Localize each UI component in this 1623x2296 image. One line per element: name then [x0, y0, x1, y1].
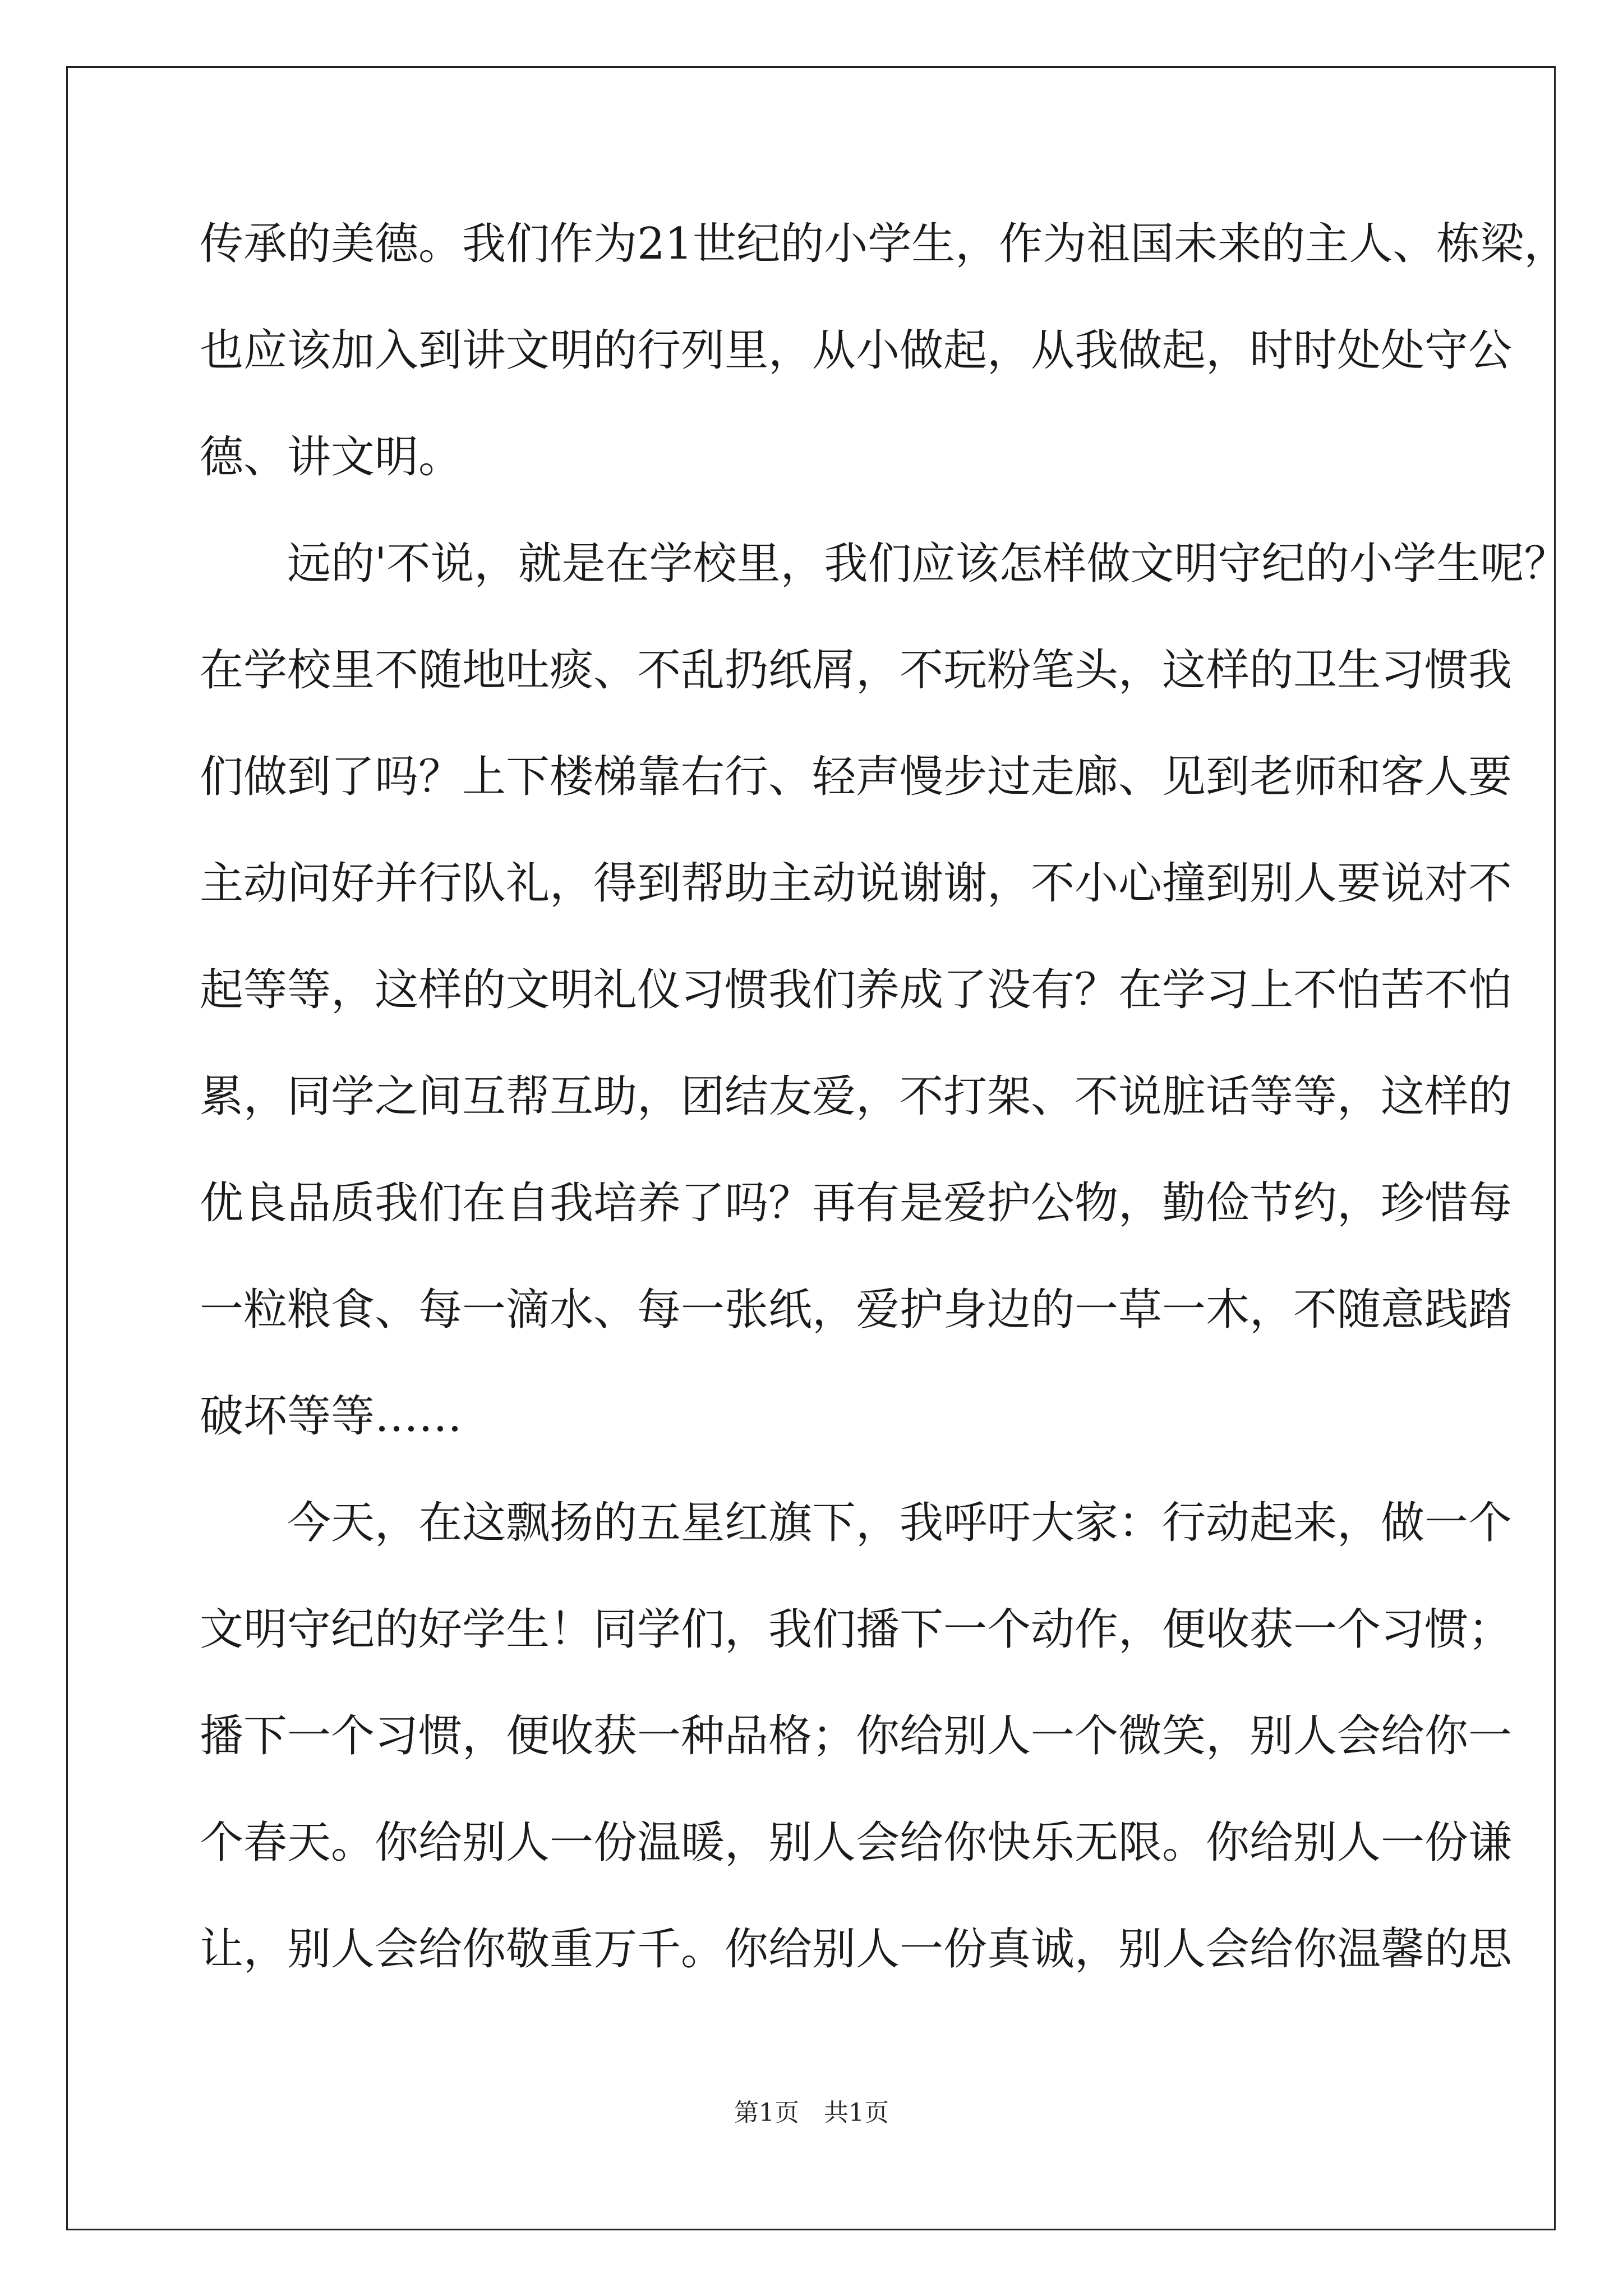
text-line: 破坏等等…… — [200, 1391, 463, 1442]
text-line: 远的'不说，就是在学校里，我们应该怎样做文明守纪的小学生呢？ — [200, 539, 1568, 589]
text-line: 个春天。你给别人一份温暖，别人会给你快乐无限。你给别人一份谦 — [200, 1818, 1513, 1868]
text-line: 传承的美德。我们作为21世纪的小学生，作为祖国未来的主人、栋梁， — [200, 219, 1568, 269]
text-line: 也应该加入到讲文明的行列里，从小做起，从我做起，时时处处守公 — [200, 325, 1513, 376]
page-border — [66, 66, 1556, 2230]
text-line: 累，同学之间互帮互助，团结友爱，不打架、不说脏话等等，这样的 — [200, 1071, 1513, 1122]
text-line: 德、讲文明。 — [200, 432, 463, 482]
text-line: 起等等，这样的文明礼仪习惯我们养成了没有？在学习上不怕苦不怕 — [200, 965, 1513, 1015]
text-line: 在学校里不随地吐痰、不乱扔纸屑，不玩粉笔头，这样的卫生习惯我 — [200, 645, 1513, 696]
text-line: 一粒粮食、每一滴水、每一张纸，爱护身边的一草一木，不随意践踏 — [200, 1285, 1513, 1335]
text-line: 主动问好并行队礼，得到帮助主动说谢谢，不小心撞到别人要说对不 — [200, 858, 1513, 909]
text-line: 优良品质我们在自我培养了吗？再有是爱护公物，勤俭节约，珍惜每 — [200, 1178, 1513, 1228]
page-number-footer: 第1页 共1页 — [734, 2099, 889, 2127]
text-line: 文明守纪的好学生！同学们，我们播下一个动作，便收获一个习惯； — [200, 1604, 1513, 1655]
text-line: 播下一个习惯，便收获一种品格；你给别人一个微笑，别人会给你一 — [200, 1711, 1513, 1761]
text-line: 今天，在这飘扬的五星红旗下，我呼吁大家：行动起来，做一个 — [200, 1498, 1513, 1548]
text-line: 让，别人会给你敬重万千。你给别人一份真诚，别人会给你温馨的思 — [200, 1924, 1513, 1975]
text-line: 们做到了吗？上下楼梯靠右行、轻声慢步过走廊、见到老师和客人要 — [200, 752, 1513, 802]
